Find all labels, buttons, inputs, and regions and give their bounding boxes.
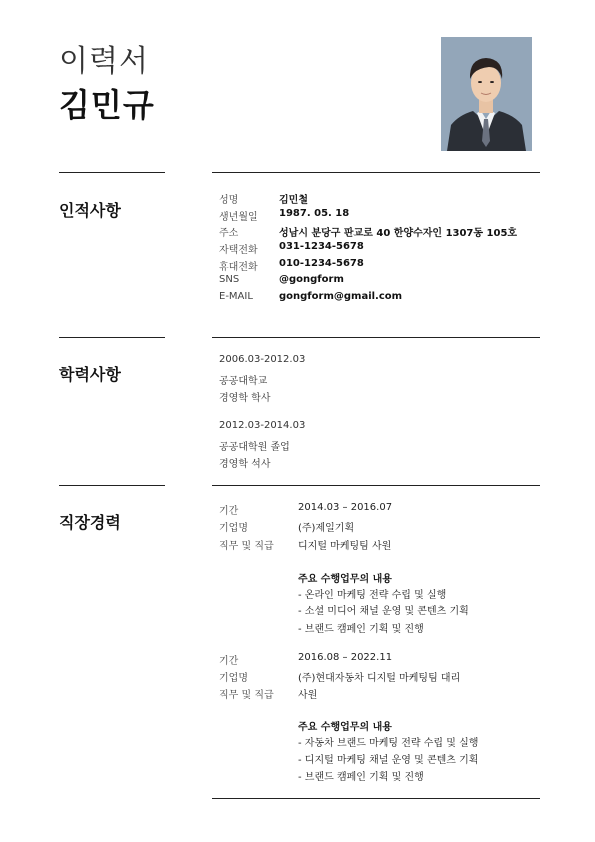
duty-item: - 디지털 마케팅 채널 운영 및 콘텐츠 기획 xyxy=(298,755,479,766)
career-company: (주)제일기획 xyxy=(298,523,355,534)
career-role: 디지털 마케팅팀 사원 xyxy=(298,541,392,552)
section-divider-right xyxy=(212,485,540,486)
personal-value: gongform@gmail.com xyxy=(279,291,403,302)
career-role-label: 직무 및 직급 xyxy=(219,541,274,552)
personal-label: 휴대전화 xyxy=(219,262,258,273)
section-divider-left xyxy=(59,337,165,338)
personal-label: E-MAIL xyxy=(219,291,253,302)
section-divider-right xyxy=(212,172,540,173)
career-company-label: 기업명 xyxy=(219,673,248,684)
section-divider-right xyxy=(212,337,540,338)
personal-value: 성남시 분당구 판교로 40 한양수자인 1307동 105호 xyxy=(279,228,518,239)
personal-value: @gongform xyxy=(279,274,344,285)
personal-label: 주소 xyxy=(219,228,239,239)
career-period-label: 기간 xyxy=(219,506,239,517)
education-section-title: 학력사항 xyxy=(59,365,121,384)
career-period: 2016.08 – 2022.11 xyxy=(298,652,393,663)
duty-item: - 소셜 미디어 채널 운영 및 콘텐츠 기획 xyxy=(298,606,469,617)
career-section-title: 직장경력 xyxy=(59,513,121,532)
duties-title: 주요 수행업무의 내용 xyxy=(298,722,392,733)
education-degree: 경영학 석사 xyxy=(219,459,271,470)
education-school: 공공대학교 xyxy=(219,376,268,387)
career-period: 2014.03 – 2016.07 xyxy=(298,502,393,513)
career-role: 사원 xyxy=(298,690,318,701)
personal-value: 1987. 05. 18 xyxy=(279,208,350,219)
education-degree: 경영학 학사 xyxy=(219,393,271,404)
personal-label: 성명 xyxy=(219,195,239,206)
section-divider-left xyxy=(59,172,165,173)
education-period: 2006.03-2012.03 xyxy=(219,354,306,365)
document-title: 이력서 xyxy=(59,44,149,79)
career-company-label: 기업명 xyxy=(219,523,248,534)
personal-value: 010-1234-5678 xyxy=(279,258,364,269)
career-period-label: 기간 xyxy=(219,656,239,667)
personal-label: 생년월일 xyxy=(219,212,258,223)
personal-value: 031-1234-5678 xyxy=(279,241,364,252)
personal-value: 김민철 xyxy=(279,195,308,206)
personal-label: 자택전화 xyxy=(219,245,258,256)
profile-photo xyxy=(441,37,532,151)
applicant-name: 김민규 xyxy=(59,86,155,124)
duty-item: - 자동차 브랜드 마케팅 전략 수립 및 실행 xyxy=(298,738,479,749)
duties-title: 주요 수행업무의 내용 xyxy=(298,574,392,585)
portrait-image xyxy=(441,37,532,151)
career-company: (주)현대자동차 디지털 마케팅팀 대리 xyxy=(298,673,461,684)
section-divider-left xyxy=(59,485,165,486)
career-role-label: 직무 및 직급 xyxy=(219,690,274,701)
education-school: 공공대학원 졸업 xyxy=(219,442,290,453)
personal-section-title: 인적사항 xyxy=(59,201,121,220)
education-period: 2012.03-2014.03 xyxy=(219,420,306,431)
personal-label: SNS xyxy=(219,274,240,285)
duty-item: - 온라인 마케팅 전략 수립 및 실행 xyxy=(298,590,447,601)
duty-item: - 브랜드 캠페인 기획 및 진행 xyxy=(298,624,424,635)
duty-item: - 브랜드 캠페인 기획 및 진행 xyxy=(298,772,424,783)
bottom-divider xyxy=(212,798,540,799)
